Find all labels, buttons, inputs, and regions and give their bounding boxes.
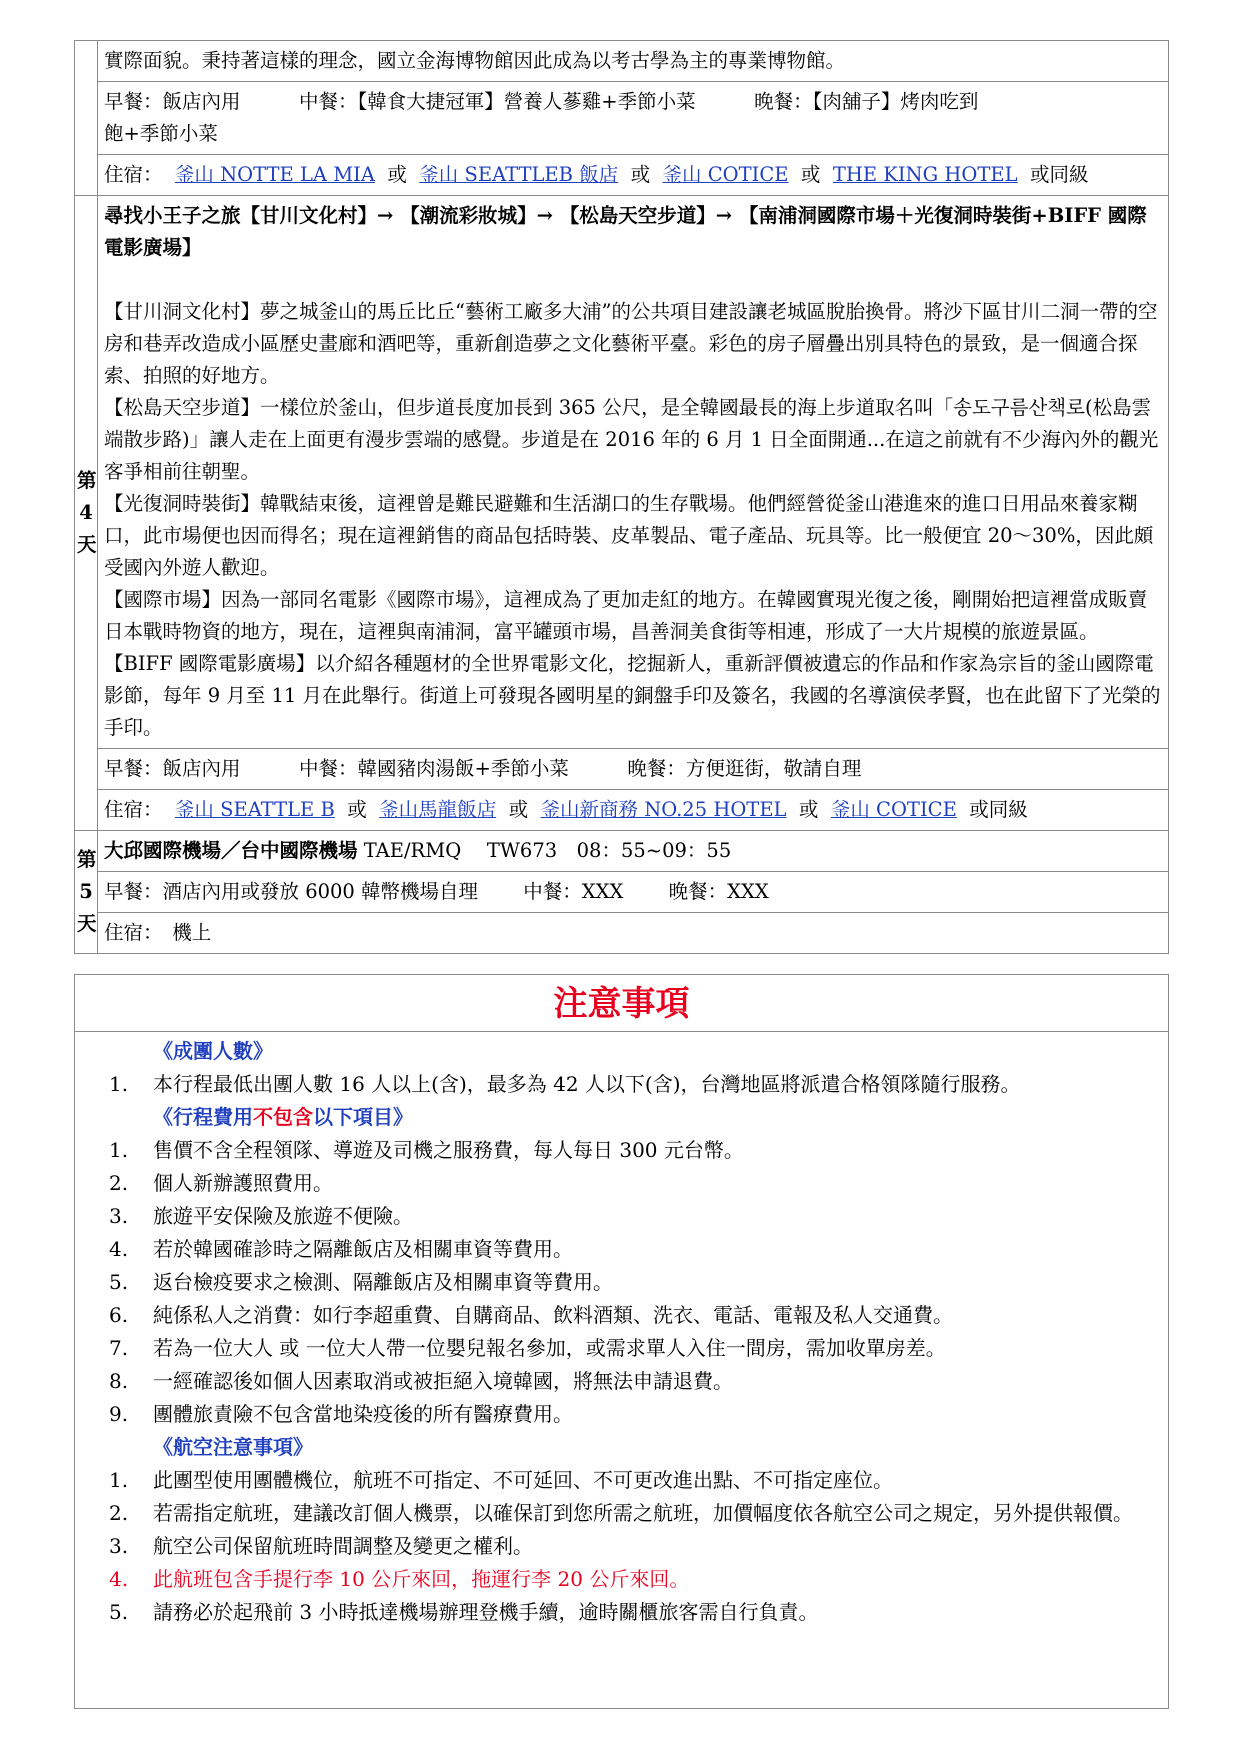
itinerary-table bbox=[74, 40, 1169, 954]
or-text: 或 bbox=[387, 163, 407, 186]
day3-hotel-label: 住宿： bbox=[104, 163, 163, 186]
or-text: 或 bbox=[800, 163, 821, 186]
day5-row-meals bbox=[75, 872, 1169, 913]
day4-paragraph-international-market: 【國際市場】因為一部同名電影《國際市場》，這裡成為了更加走紅的地方。在韓國實現光復之後，剛開始把這裡當成販賣日本戰時物資的地方，現在，這裡與南浦洞，富平罐頭市場，昌善洞美食街等相連，形成了一大片規模的旅遊景區。 bbox=[104, 588, 1148, 643]
list-item: 8. 一經確認後如個人因素取消或被拒絕入境韓國，將無法申請退費。 bbox=[109, 1369, 733, 1393]
list-item: 9. 團體旅責險不包含當地染疫後的所有醫療費用。 bbox=[109, 1402, 573, 1426]
list-item: 5. 請務必於起飛前 3 小時抵達機場辦理登機手續，逾時關櫃旅客需自行負責。 bbox=[109, 1600, 819, 1624]
list-item: 1. 此團型使用團體機位，航班不可指定、不可延回、不可更改進出點、不可指定座位。 bbox=[109, 1468, 893, 1492]
or-text: 或 bbox=[798, 798, 819, 821]
day4-row-main bbox=[75, 196, 1169, 749]
day4-paragraph-gwangbok: 【光復洞時裝街】韓戰結束後，這裡曾是難民避難和生活湖口的生存戰場。他們經營從釜山港進來的進口日用品來養家糊口，此市場便也因而得名；現在這裡銷售的商品包括時裝、皮革製品、電子產品、玩具等。比一般便宜 20～30%，因此頗受國內外遊人歡迎。 bbox=[104, 492, 1154, 579]
day3-intro: 實際面貌。秉持著這樣的理念，國立金海博物館因此成為以考古學為主的專業博物館。 bbox=[98, 41, 1169, 82]
group-size-list bbox=[75, 1068, 1168, 1101]
notice-title: 注意事項 bbox=[75, 977, 1168, 1032]
day3-row-meals bbox=[75, 82, 1169, 155]
day3-meals-line2: 飽+季節小菜 bbox=[104, 122, 218, 145]
day3-row-intro bbox=[75, 41, 1169, 82]
hotel-link-no25[interactable]: 釜山新商務 NO.25 HOTEL bbox=[540, 798, 787, 821]
hotel-link-malong[interactable]: 釜山馬龍飯店 bbox=[379, 798, 497, 821]
day5-label: 第 5 天 bbox=[75, 831, 98, 954]
airline-notes-list bbox=[75, 1464, 1168, 1629]
group-size-heading: 《成團人數》 bbox=[153, 1039, 273, 1063]
day4-meals: 早餐：飯店內用 中餐：韓國豬肉湯飯+季節小菜 晚餐：方便逛街，敬請自理 bbox=[98, 749, 1169, 790]
hotel-link-cotice-2[interactable]: 釜山 COTICE bbox=[830, 798, 957, 821]
itinerary bbox=[74, 40, 1169, 954]
day4-label: 第 4 天 bbox=[75, 196, 98, 831]
airline-notes-heading: 《航空注意事項》 bbox=[153, 1435, 313, 1459]
hotel-link-seattle-b[interactable]: 釜山 SEATTLE B bbox=[174, 798, 335, 821]
day3-hotel bbox=[98, 155, 1169, 196]
day5-flight-info: TAE/RMQ TW673 08：55~09：55 bbox=[357, 839, 732, 862]
list-item: 6. 純係私人之消費：如行李超重費、自購商品、飲料酒類、洗衣、電話、電報及私人交通費。 bbox=[109, 1303, 953, 1327]
day3-meals bbox=[98, 82, 1169, 155]
list-item: 1. 本行程最低出團人數 16 人以上(含)，最多為 42 人以下(含)，台灣地區將派遣合格領隊隨行服務。 bbox=[109, 1072, 1021, 1096]
day3-meals-line1: 早餐：飯店內用 中餐：【韓食大捷冠軍】營養人蔘雞+季節小菜 晚餐：【肉舖子】烤肉吃到 bbox=[104, 90, 979, 113]
day5-row-flight bbox=[75, 831, 1169, 872]
day5-meals: 早餐：酒店內用或發放 6000 韓幣機場自理 中餐：XXX 晚餐：XXX bbox=[98, 872, 1169, 913]
or-text: 或 bbox=[347, 798, 367, 821]
or-text: 或 bbox=[508, 798, 529, 821]
or-text: 或 bbox=[630, 163, 651, 186]
notice-body bbox=[75, 1035, 1168, 1629]
day5-title: 大邱國際機場／台中國際機場 bbox=[104, 839, 358, 862]
list-item-baggage: 4. 此航班包含手提行李 10 公斤來回，拖運行李 20 公斤來回。 bbox=[109, 1567, 690, 1591]
list-item: 2. 個人新辦護照費用。 bbox=[109, 1171, 333, 1195]
same-class-text: 或同級 bbox=[969, 798, 1028, 821]
list-item: 4. 若於韓國確診時之隔離飯店及相關車資等費用。 bbox=[109, 1237, 573, 1261]
day4-hotel-label: 住宿： bbox=[104, 798, 163, 821]
same-class-text: 或同級 bbox=[1030, 163, 1089, 186]
day4-hotel bbox=[98, 790, 1169, 831]
day4-row-meals bbox=[75, 749, 1169, 790]
day4-paragraph-gamcheon: 【甘川洞文化村】夢之城釜山的馬丘比丘“藝術工廠多大浦”的公共項目建設讓老城區脫胎換骨。將沙下區甘川二洞一帶的空房和巷弄改造成小區歷史畫廊和酒吧等，重新創造夢之文化藝術平臺。彩色的房子層疊出別具特色的景致，是一個適合探索、拍照的好地方。 bbox=[104, 300, 1158, 387]
notice-section bbox=[74, 974, 1169, 1709]
list-item: 3. 航空公司保留航班時間調整及變更之權利。 bbox=[109, 1534, 533, 1558]
day3-label-cell bbox=[75, 41, 98, 196]
list-item: 5. 返台檢疫要求之檢測、隔離飯店及相關車資等費用。 bbox=[109, 1270, 613, 1294]
hotel-link-cotice[interactable]: 釜山 COTICE bbox=[662, 163, 789, 186]
day4-row-hotel bbox=[75, 790, 1169, 831]
exclusions-heading: 《行程費用不包含以下項目》 bbox=[153, 1105, 413, 1129]
list-item: 7. 若為一位大人 或 一位大人帶一位嬰兒報名參加，或需求單人入住一間房，需加收單房差。 bbox=[109, 1336, 946, 1360]
list-item: 1. 售價不含全程領隊、導遊及司機之服務費，每人每日 300 元台幣。 bbox=[109, 1138, 744, 1162]
hotel-link-the-king[interactable]: THE KING HOTEL bbox=[832, 163, 1018, 186]
hotel-link-notte-la-mia[interactable]: 釜山 NOTTE LA MIA bbox=[174, 163, 375, 186]
day5-row-hotel bbox=[75, 913, 1169, 954]
day4-paragraph-songdo: 【松島天空步道】一樣位於釜山，但步道長度加長到 365 公尺，是全韓國最長的海上步道取名叫「송도구름산책로(松島雲端散步路)」讓人走在上面更有漫步雲端的感覺。步道是在 2016 年的 6 月 1 日全面開通...在這之前就有不少海內外的觀光客爭相前往朝聖。 bbox=[104, 396, 1159, 483]
exclusions-list bbox=[75, 1134, 1168, 1431]
day5-flight bbox=[98, 831, 1169, 872]
list-item: 2. 若需指定航班，建議改訂個人機票，以確保訂到您所需之航班，加價幅度依各航空公司之規定，另外提供報價。 bbox=[109, 1501, 1133, 1525]
day4-paragraph-biff: 【BIFF 國際電影廣場】以介紹各種題材的全世界電影文化，挖掘新人，重新評價被遺忘的作品和作家為宗旨的釜山國際電影節，每年 9 月至 11 月在此舉行。街道上可發現各國明星的銅盤手印及簽名，我國的名導演侯孝賢，也在此留下了光榮的手印。 bbox=[104, 652, 1161, 739]
day4-content bbox=[98, 196, 1169, 749]
list-item: 3. 旅遊平安保險及旅遊不便險。 bbox=[109, 1204, 413, 1228]
day4-title: 尋找小王子之旅【甘川文化村】→ 【潮流彩妝城】→ 【松島天空步道】→ 【南浦洞國際市場＋光復洞時裝街+BIFF 國際電影廣場】 bbox=[104, 204, 1147, 259]
hotel-link-seattleb[interactable]: 釜山 SEATTLEB 飯店 bbox=[419, 163, 619, 186]
day3-row-hotel bbox=[75, 155, 1169, 196]
day5-hotel: 住宿： 機上 bbox=[98, 913, 1169, 954]
